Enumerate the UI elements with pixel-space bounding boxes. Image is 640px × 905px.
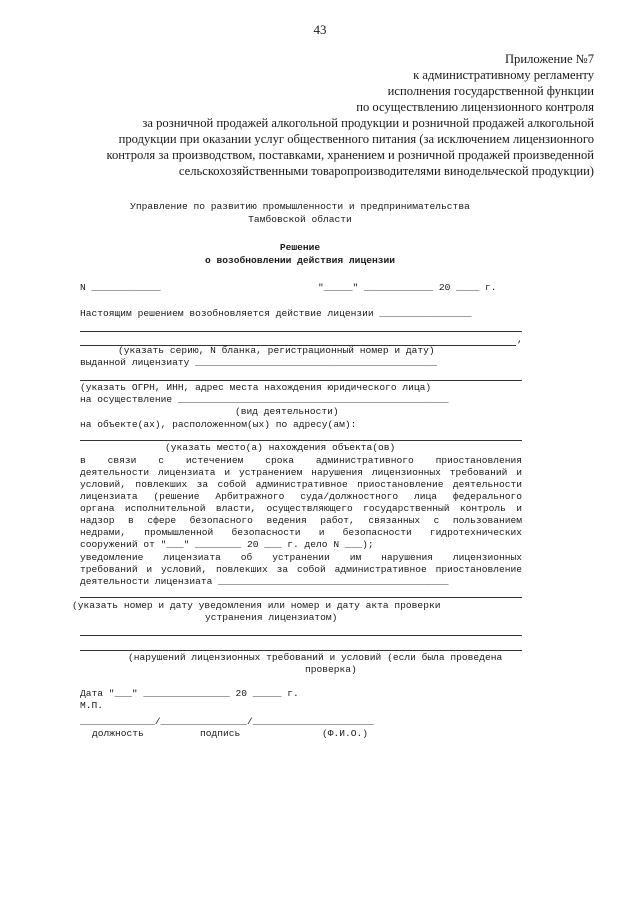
- decision-date: "_____" ____________ 20 ____ г.: [318, 282, 497, 293]
- appendix-line: по осуществлению лицензионного контроля: [356, 100, 594, 114]
- paragraph-line: деятельности лицензиата ________________________________________: [80, 576, 449, 587]
- paragraph-line: деятельности лицензиата и устранением нарушения лицензионных требований и: [80, 467, 522, 478]
- authority-name: Управление по развитию промышленности и предпринимательства: [130, 201, 470, 212]
- fill-line: [80, 650, 522, 651]
- paragraph-line: уведомление лицензиата об устранении им нарушения лицензионных: [80, 552, 522, 563]
- paragraph-line: органа исполнительной власти, осуществляющего государственный контроль и: [80, 503, 522, 514]
- paragraph-line: надзор в сфере безопасного ведения работ, связанных с пользованием: [80, 515, 522, 526]
- fill-line: [80, 597, 522, 598]
- paragraph-line: недрами, промышленной безопасности и безопасности гидротехнических: [80, 527, 522, 538]
- issued-to-licensee: выданной лицензиату __________________________________________: [80, 357, 437, 368]
- hint-license-series: (указать серию, N бланка, регистрационный номер и дату): [118, 345, 435, 356]
- fio-label: (Ф.И.О.): [322, 728, 369, 739]
- paragraph-line: сооружений от "___" ________ 20 ___ г. дело N ___);: [80, 539, 374, 550]
- objects-address: на объекте(ах), расположенном(ых) по адресу(ам):: [80, 419, 357, 430]
- hint-notification: (указать номер и дату уведомления или номер и дату акта проверки: [72, 600, 441, 611]
- appendix-title: Приложение №7: [504, 52, 594, 66]
- paragraph-line: требований и условий, повлекших за собой административное приостановление: [80, 564, 522, 575]
- fill-line: [80, 440, 522, 441]
- fill-line: [80, 635, 522, 636]
- hint-object-location: (указать место(а) нахождения объекта(ов): [165, 442, 396, 453]
- hint-violations-cont: проверка): [305, 664, 357, 675]
- document-subtitle: о возобновлении действия лицензии: [205, 255, 395, 266]
- activity-type: на осуществление _______________________________________________: [80, 394, 449, 405]
- signature-date: Дата "___" _______________ 20 _____ г.: [80, 688, 299, 699]
- appendix-line: исполнения государственной функции: [387, 84, 594, 98]
- license-resumed-text: Настоящим решением возобновляется действие лицензии ________________: [80, 308, 472, 319]
- signature-label: подпись: [200, 728, 241, 739]
- signature-line: _____________/_______________/_____________________: [80, 716, 374, 727]
- paragraph-line: в связи с истечением срока административного приостановления: [80, 455, 522, 466]
- hint-notification-cont: устранения лицензиатом): [205, 612, 338, 623]
- hint-violations: (нарушений лицензионных требований и условий (если была проведена: [128, 652, 503, 663]
- stamp-place: М.П.: [80, 700, 104, 711]
- comma: ,: [517, 334, 523, 345]
- fill-line: [80, 331, 522, 332]
- appendix-line: контроля за производством, поставками, хранением и розничной продажей произведенной: [106, 148, 594, 162]
- decision-number: N ____________: [80, 282, 161, 293]
- appendix-line: продукции при оказании услуг общественного питания (за исключением лицензионного: [118, 132, 594, 146]
- appendix-line: к административному регламенту: [413, 68, 594, 82]
- paragraph-line: условий, повлекших за собой административное приостановление деятельности: [80, 479, 522, 490]
- paragraph-line: лицензиата (решение Арбитражного суда/должностного лица федерального: [80, 491, 522, 502]
- hint-activity: (вид деятельности): [235, 406, 339, 417]
- authority-region: Тамбовской области: [248, 214, 352, 225]
- appendix-line: сельскохозяйственными товаропроизводителями винодельческой продукции): [178, 164, 594, 178]
- position-label: должность: [92, 728, 144, 739]
- document-title: Решение: [279, 242, 321, 253]
- hint-ogrn-inn: (указать ОГРН, ИНН, адрес места нахождения юридического лица): [80, 382, 432, 393]
- appendix-line: за розничной продажей алкогольной продукции и розничной продажей алкогольной: [142, 116, 594, 130]
- page-number: 43: [313, 22, 327, 37]
- fill-line: [80, 380, 522, 381]
